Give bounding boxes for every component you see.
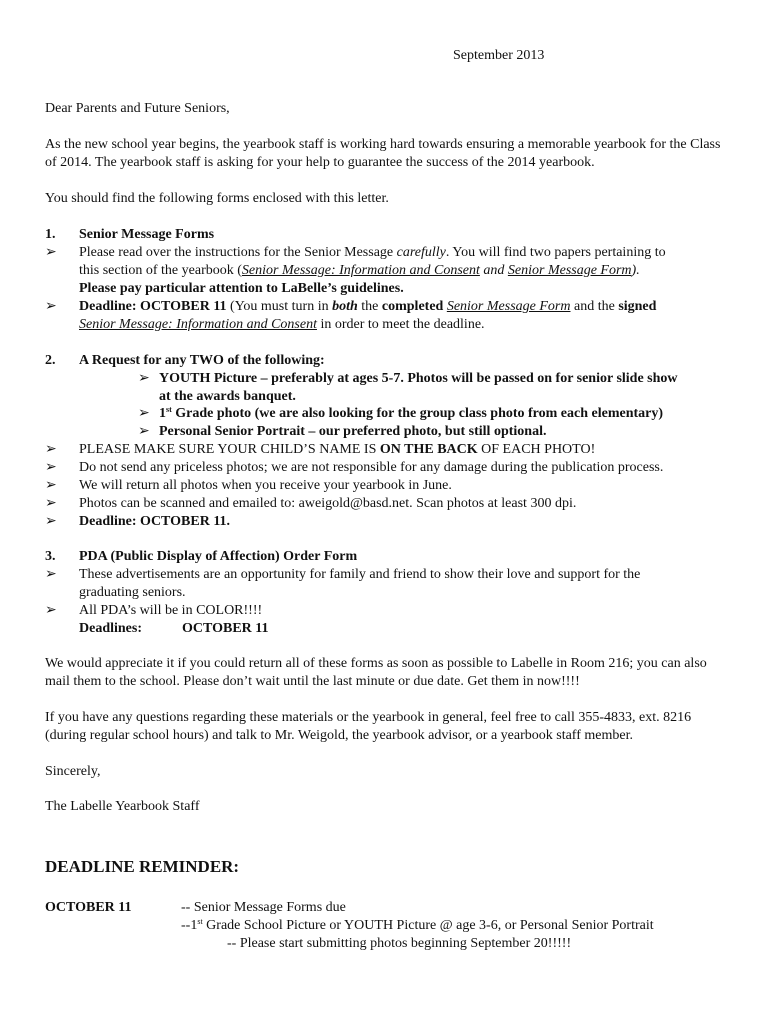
- signoff: Sincerely,: [45, 764, 101, 779]
- deadline-line-continued: Senior Message: Information and Consent in order to meet the deadline.: [79, 317, 485, 332]
- bullet-arrow-icon: ➢: [45, 245, 57, 260]
- sub-option-youth-continued: at the awards banquet.: [159, 389, 296, 404]
- bullet-arrow-icon: ➢: [45, 460, 57, 475]
- signature: The Labelle Yearbook Staff: [45, 799, 200, 814]
- section-number: 1.: [45, 227, 56, 242]
- section-title: Senior Message Forms: [79, 227, 215, 242]
- bullet-text-continued: this section of the yearbook (Senior Message: Information and Consent and Senior Message Form).: [79, 263, 640, 278]
- sub-option-portrait: Personal Senior Portrait – our preferred photo, but still optional.: [159, 424, 547, 439]
- section-title: A Request for any TWO of the following:: [79, 353, 325, 368]
- bullet-arrow-icon: ➢: [138, 406, 150, 421]
- deadline-line: Deadline: OCTOBER 11 (You must turn in both the completed Senior Message Form and the signed: [79, 299, 657, 314]
- section-number: 2.: [45, 353, 56, 368]
- name-on-back-note: PLEASE MAKE SURE YOUR CHILD’S NAME IS ON THE BACK OF EACH PHOTO!: [79, 442, 596, 457]
- form-reference: Senior Message: Information and Consent: [241, 263, 480, 278]
- sub-option-first-grade: 1st Grade photo (we are also looking for the group class photo from each elementary): [159, 405, 664, 421]
- sub-option-youth: YOUTH Picture – preferably at ages 5-7. Photos will be passed on for senior slide show: [159, 371, 678, 386]
- deadlines-label: Deadlines:: [79, 621, 142, 636]
- form-reference: Senior Message Form: [507, 263, 632, 278]
- advertisements-note-continued: graduating seniors.: [79, 585, 186, 600]
- bullet-text: Please read over the instructions for the Senior Message carefully. You will find two papers pertaining to: [79, 245, 666, 260]
- section-title: PDA (Public Display of Affection) Order Form: [79, 549, 358, 564]
- bullet-arrow-icon: ➢: [45, 299, 57, 314]
- bullet-arrow-icon: ➢: [45, 442, 57, 457]
- contact-paragraph: If you have any questions regarding these materials or the yearbook in general, feel free to call 355-4833, ext. 8216 (during regular school hours) and talk to Mr. Weigold, the yearbook advisor, or a yearbook staff member.: [45, 710, 692, 743]
- bullet-arrow-icon: ➢: [45, 603, 57, 618]
- greeting: Dear Parents and Future Seniors,: [45, 101, 230, 116]
- bullet-arrow-icon: ➢: [138, 424, 150, 439]
- form-reference: Senior Message Form: [446, 299, 571, 314]
- return-photos-note: We will return all photos when you receive your yearbook in June.: [79, 478, 452, 493]
- deadline-line: Deadline: OCTOBER 11.: [79, 514, 231, 529]
- color-note: All PDA’s will be in COLOR!!!!: [79, 603, 263, 618]
- deadlines-value: OCTOBER 11: [182, 621, 269, 636]
- scan-photos-note: Photos can be scanned and emailed to: aweigold@basd.net. Scan photos at least 300 dpi.: [79, 496, 577, 511]
- bullet-arrow-icon: ➢: [45, 478, 57, 493]
- reminder-date: OCTOBER 11: [45, 900, 132, 915]
- forms-enclosed-text: You should find the following forms enclosed with this letter.: [45, 191, 389, 206]
- bullet-arrow-icon: ➢: [45, 514, 57, 529]
- closing-paragraph: We would appreciate it if you could return all of these forms as soon as possible to Labelle in Room 216; you can also mail them to the school. Please don’t wait until the last minute or due date. Get them in now!!!!: [45, 656, 707, 689]
- reminder-item: -- Senior Message Forms due: [181, 900, 346, 915]
- reminder-heading: DEADLINE REMINDER:: [45, 857, 240, 876]
- bullet-arrow-icon: ➢: [138, 371, 150, 386]
- intro-paragraph: As the new school year begins, the yearbook staff is working hard towards ensuring a memorable yearbook for the Class of 2014. The yearbook staff is asking for your help to guarantee the success of the 2014 yearbook.: [45, 137, 721, 170]
- priceless-photos-note: Do not send any priceless photos; we are not responsible for any damage during the publication process.: [79, 460, 664, 475]
- reminder-item: -- Please start submitting photos beginning September 20!!!!!: [227, 936, 572, 951]
- form-reference: Senior Message: Information and Consent: [79, 317, 317, 332]
- section-number: 3.: [45, 549, 56, 564]
- guidelines-note: Please pay particular attention to LaBelle’s guidelines.: [79, 281, 404, 296]
- letter-date: September 2013: [453, 48, 545, 63]
- reminder-item: --1st Grade School Picture or YOUTH Picture @ age 3-6, or Personal Senior Portrait: [181, 917, 654, 933]
- bullet-arrow-icon: ➢: [45, 496, 57, 511]
- bullet-arrow-icon: ➢: [45, 567, 57, 582]
- advertisements-note: These advertisements are an opportunity for family and friend to show their love and support for the: [79, 567, 641, 582]
